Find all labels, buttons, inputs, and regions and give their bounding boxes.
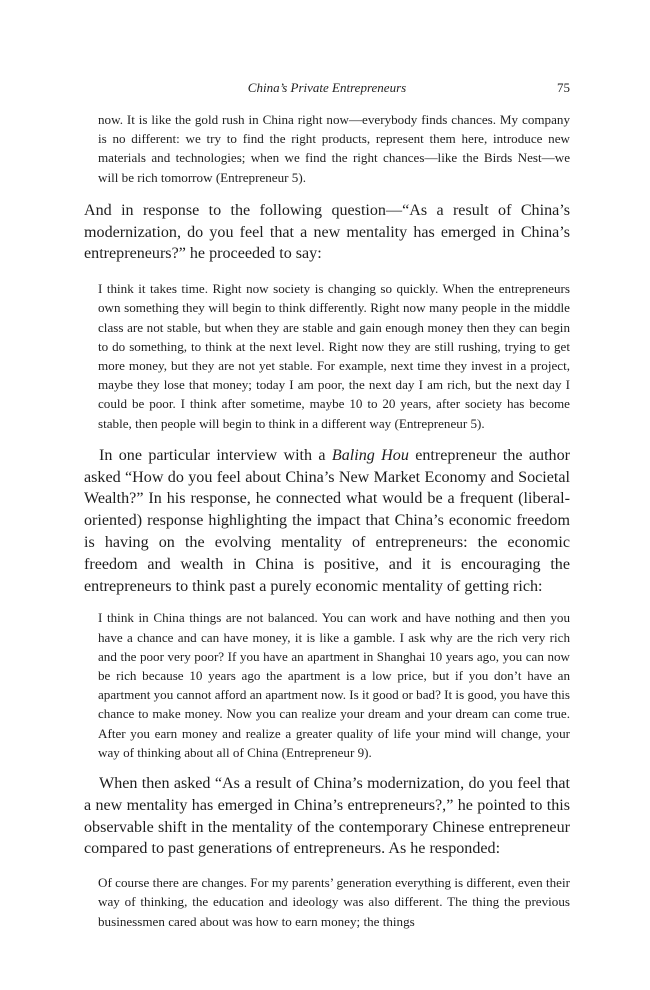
page-number: 75	[557, 80, 570, 95]
block-quote: I think in China things are not balanced. You can work and have nothing and then you have a chance and can have money, it is like a gamble. I ask why are the rich very rich and the poor very poor? If you have an apartment in Shanghai 10 years ago, you can now be rich because 10 years ago the apartment is a low price, but if you don’t have an apartment you cannot afford an apartment now. Is it good or bad? It is good, you have this chance to make money. Now you can realize your dream and your dream can come true. After you earn money and realize a greater quality of life your mind will change, your way of thinking about all of China (Entrepreneur 9).	[98, 610, 570, 760]
body-paragraph: And in response to the following question—“As a result of China’s modernization, do you feel that a new mentality has emerged in China’s entrepreneurs?” he proceeded to say:	[84, 201, 570, 263]
block-quote: Of course there are changes. For my parents’ generation everything is different, even their way of thinking, the education and ideology was also different. The thing the previous businessmen cared about was how to earn money; the things	[98, 875, 570, 929]
body-paragraph: When then asked “As a result of China’s modernization, do you feel that a new mentality has emerged in China’s entrepreneurs?,” he pointed to this observable shift in the mentality of the contemporary Chinese entrepreneur compared to past generations of entrepreneurs. As he responded:	[84, 775, 570, 858]
paragraph-text: entrepreneur the author asked “How do you feel about China’s New Market Economy and Societal Wealth?” In his response, he connected what would be a frequent (liberal-oriented) response highlighting the impact that China’s economic freedom is having on the evolving mentality of entrepreneurs: the economic freedom and wealth in China is positive, and it is encouraging the entrepreneurs to think past a purely economic mentality of getting rich:	[84, 446, 571, 595]
block-quote: now. It is like the gold rush in China right now—everybody finds chances. My company is no different: we try to find the right products, represent them here, introduce new materials and technologies; when we find the right chances—like the Birds Nest—we will be rich tomorrow (Entrepreneur 5).	[98, 112, 570, 185]
body-text	[84, 110, 570, 931]
running-head	[84, 79, 570, 97]
running-title: China’s Private Entrepreneurs	[247, 80, 407, 95]
body-paragraph	[84, 445, 570, 598]
italic-term: Baling Hou	[331, 446, 409, 464]
block-quote: I think it takes time. Right now society is changing so quickly. When the entrepreneurs own something they will begin to think differently. Right now many people in the middle class are not stable, but when they are stable and gain enough money then they can begin to do something, to think at the next level. Right now they are still rushing, trying to get more money, but they are not yet stable. For example, next time they invest in a project, maybe they lose that money; today I am poor, the next day I am rich, but the next day I could be poor. I think after sometime, maybe 10 to 20 years, after society has become stable, then people will begin to think in a different way (Entrepreneur 5).	[98, 281, 570, 431]
paragraph-text: In one particular interview with a	[99, 446, 332, 464]
